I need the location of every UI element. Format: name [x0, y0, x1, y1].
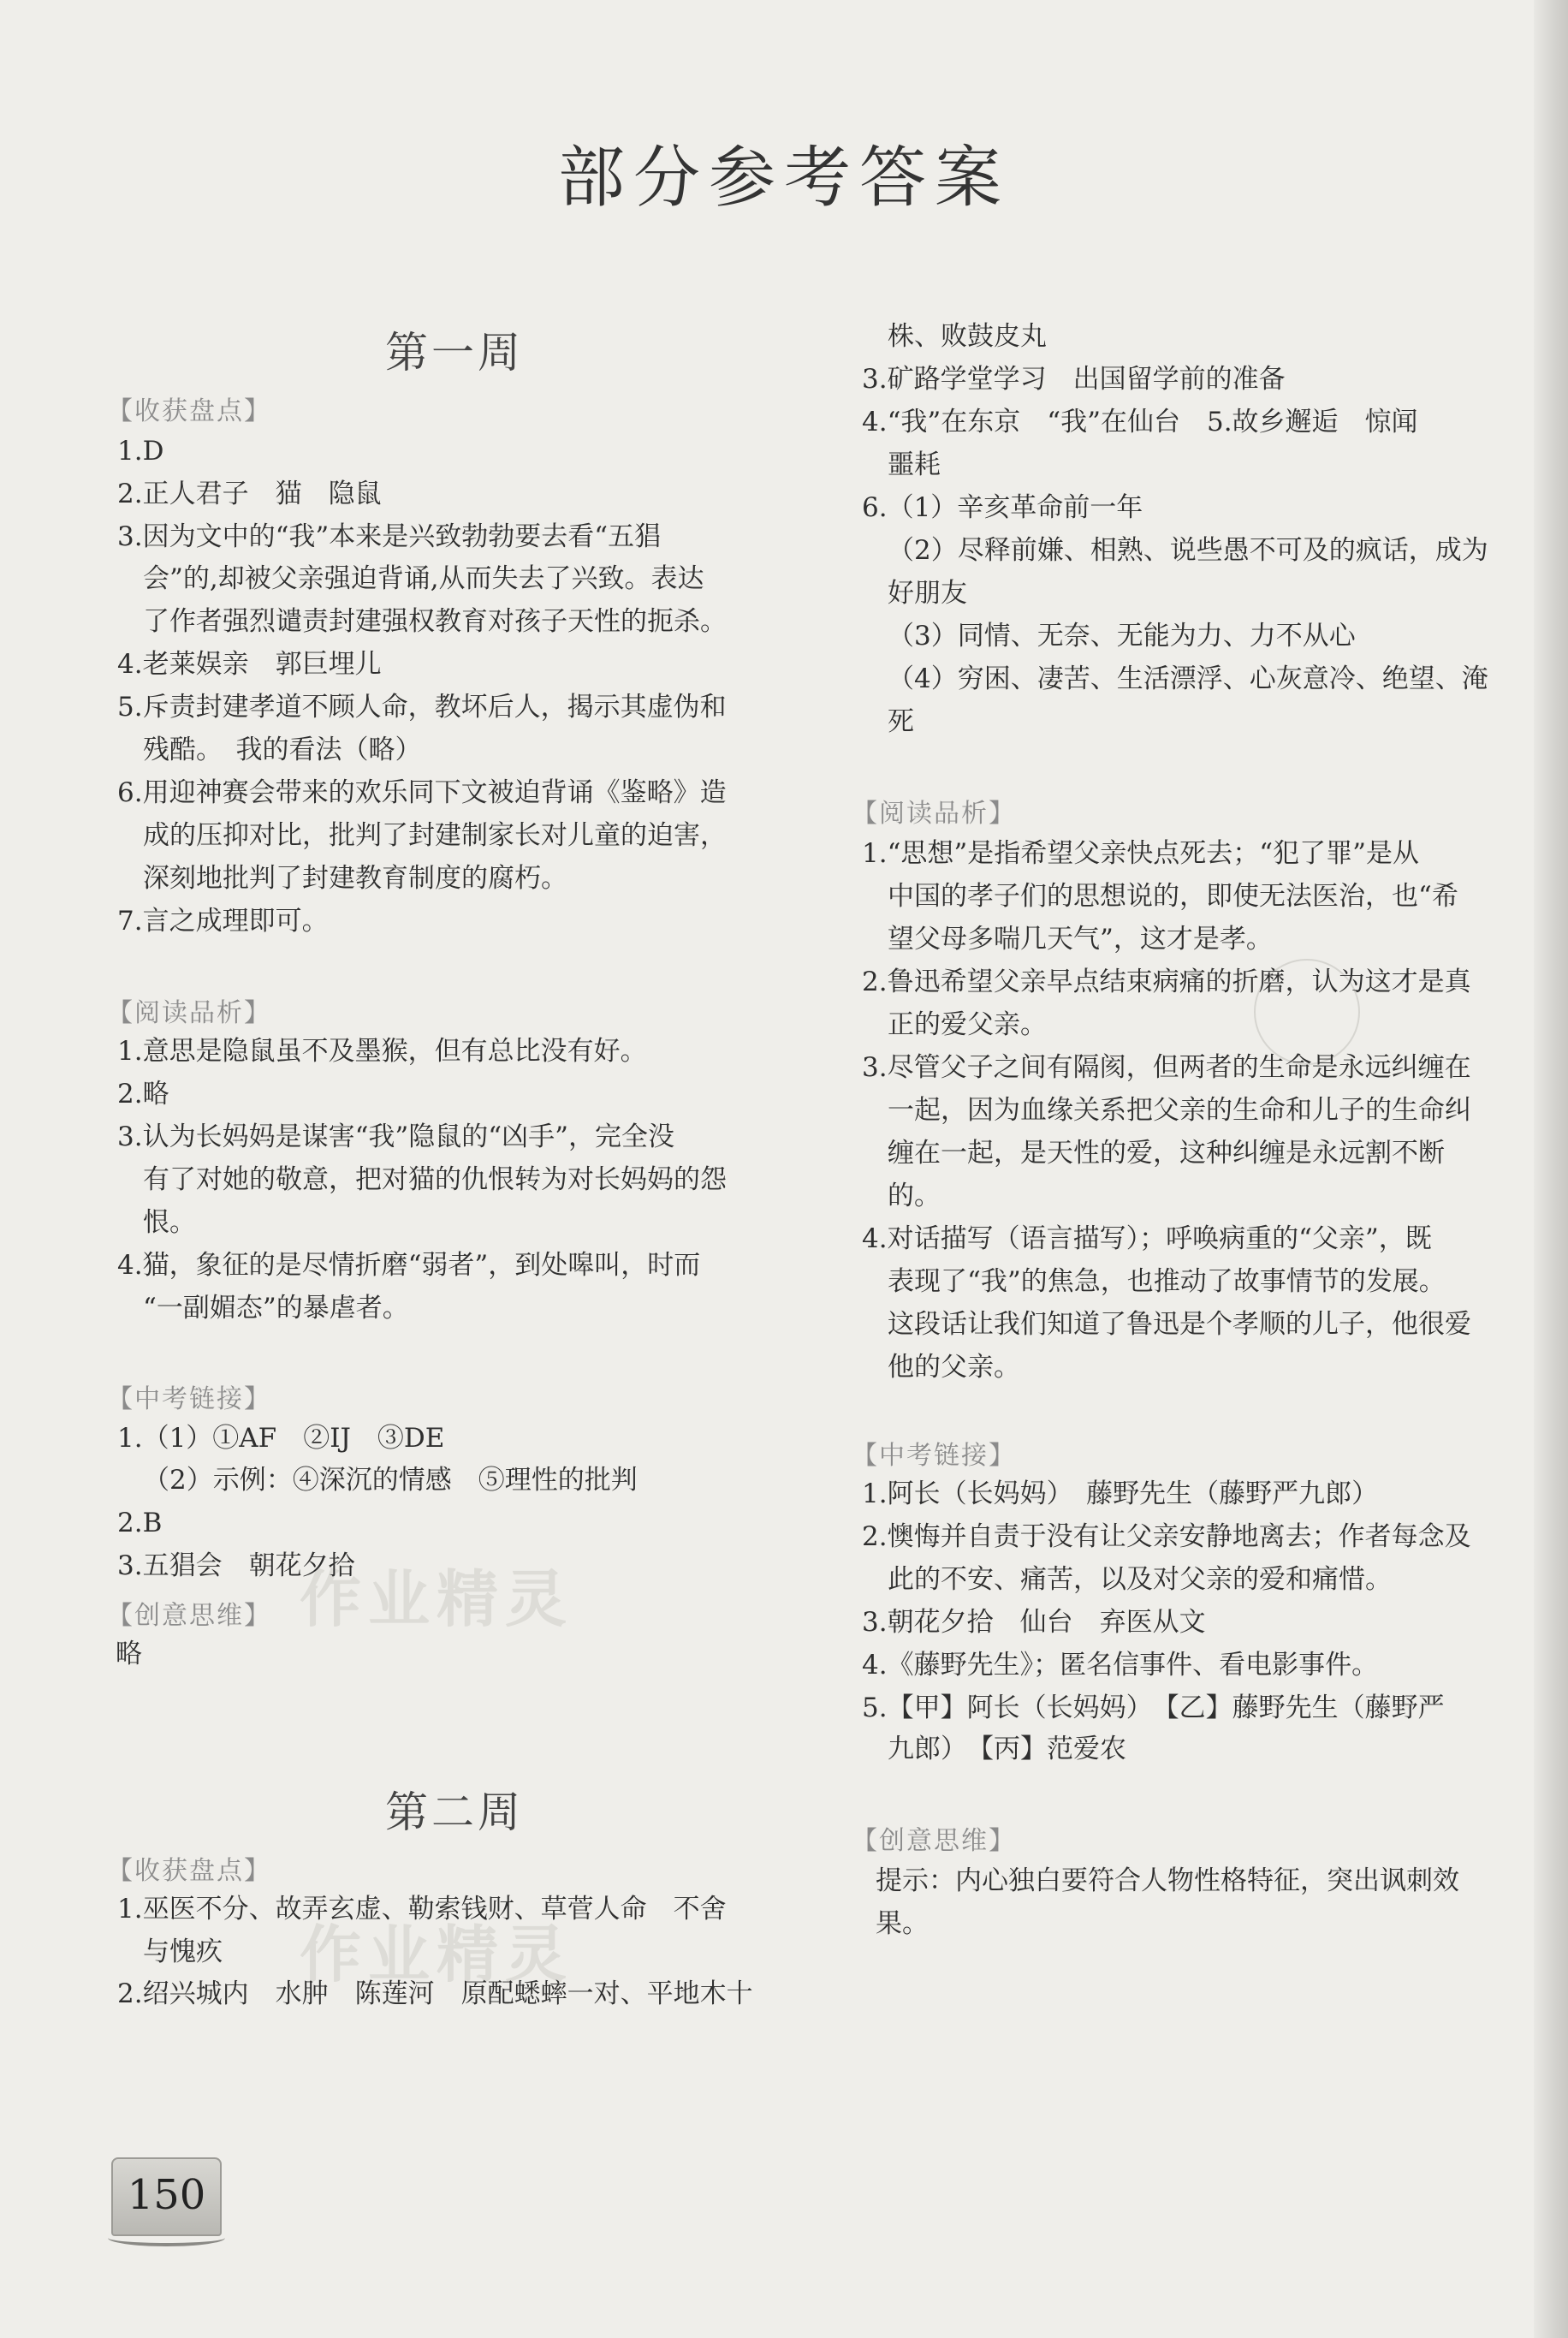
answer-line: 这段话让我们知道了鲁迅是个孝顺的儿子，他很爱 — [888, 1309, 1471, 1340]
answer-line: 噩耗 — [888, 449, 941, 480]
answer-line: 深刻地批判了封建教育制度的腐朽。 — [143, 863, 567, 894]
answer-line: 4.猫，象征的是尽情折磨“弱者”，到处嗥叫，时而 — [117, 1250, 701, 1281]
week1-title: 第一周 — [385, 328, 524, 378]
answer-line: （4）穷困、凄苦、生活漂浮、心灰意冷、绝望、淹 — [888, 663, 1488, 694]
answer-line: 表现了“我”的焦急，也推动了故事情节的发展。 — [888, 1266, 1446, 1297]
answer-line: 残酷。 我的看法（略） — [143, 735, 422, 765]
answer-line: 缠在一起，是天性的爱，这种纠缠是永远割不断 — [888, 1138, 1445, 1169]
answer-line: 1.意思是隐鼠虽不及墨猴，但有总比没有好。 — [117, 1036, 647, 1067]
answer-line: 好朋友 — [888, 578, 967, 609]
answer-line: 九郎） 【丙】范爱农 — [888, 1734, 1126, 1764]
page-edge — [1534, 0, 1568, 2338]
page-number-badge — [111, 2157, 222, 2236]
week1-exam-heading: 【中考链接】 — [107, 1384, 271, 1414]
watermark: 作业精灵 — [300, 1563, 574, 1635]
answer-line: 了作者强烈谴责封建强权教育对孩子天性的扼杀。 — [143, 606, 727, 637]
answer-line: 正的爱父亲。 — [888, 1009, 1047, 1040]
watermark: 作业精灵 — [300, 1919, 574, 1990]
week1-reading-heading: 【阅读品析】 — [107, 998, 271, 1028]
answer-line: 2.绍兴城内 水肿 陈莲河 原配蟋蟀一对、平地木十 — [117, 1978, 753, 2009]
answer-line: 3.矿路学堂学习 出国留学前的准备 — [862, 364, 1286, 395]
answer-line: 3.五猖会 朝花夕拾 — [117, 1550, 355, 1581]
answer-line: 他的父亲。 — [888, 1352, 1020, 1383]
answer-line: 1.（1）①AF ②IJ ③DE — [117, 1423, 445, 1454]
answer-line: 3.因为文中的“我”本来是兴致勃勃要去看“五猖 — [117, 521, 662, 552]
answer-line: 株、败鼓皮丸 — [888, 321, 1047, 352]
answer-line: 1.D — [117, 436, 164, 467]
answer-line: （3）同情、无奈、无能为力、力不从心 — [888, 621, 1356, 651]
answer-line: 死 — [888, 706, 914, 737]
answer-line: 5.【甲】阿长（长妈妈） 【乙】藤野先生（藤野严 — [862, 1693, 1445, 1723]
answer-line: 成的压抑对比，批判了封建制家长对儿童的迫害， — [143, 820, 727, 851]
answer-line: 6.用迎神赛会带来的欢乐同下文被迫背诵《鉴略》造 — [117, 777, 727, 808]
answer-line: 4.对话描写（语言描写）；呼唤病重的“父亲”，既 — [862, 1223, 1432, 1254]
page-title: 部分参考答案 — [557, 140, 1010, 217]
answer-line: 1.巫医不分、故弄玄虚、勒索钱财、草菅人命 不舍 — [117, 1894, 727, 1925]
week1-creative-heading: 【创意思维】 — [107, 1601, 271, 1631]
answer-line: 4.老莱娱亲 郭巨埋儿 — [117, 649, 382, 680]
answer-line: 3.尽管父子之间有隔阂，但两者的生命是永远纠缠在 — [862, 1052, 1471, 1083]
answer-line: 1.阿长（长妈妈） 藤野先生（藤野严九郎） — [862, 1478, 1379, 1509]
answer-line: 中国的孝子们的思想说的，即使无法医治，也“希 — [888, 881, 1458, 912]
answer-line: 4.“我”在东京 “我”在仙台 5.故乡邂逅 惊闻 — [862, 407, 1418, 437]
answer-line: 1.“思想”是指希望父亲快点死去；“犯了罪”是从 — [862, 838, 1419, 869]
answer-line: 5.斥责封建孝道不顾人命，教坏后人，揭示其虚伪和 — [117, 692, 727, 723]
week2-reading-heading: 【阅读品析】 — [852, 799, 1016, 829]
answer-line: 提示：内心独白要符合人物性格特征，突出讽刺效 — [876, 1865, 1459, 1896]
answer-line: “一副媚态”的暴虐者。 — [143, 1293, 409, 1324]
answer-line: 4.《藤野先生》；匿名信事件、看电影事件。 — [862, 1650, 1379, 1681]
week1-harvest-heading: 【收获盘点】 — [107, 396, 271, 426]
answer-line: 与愧疚 — [143, 1936, 223, 1967]
answer-line: 6.（1）辛亥革命前一年 — [862, 492, 1143, 523]
answer-line: 2.鲁迅希望父亲早点结束病痛的折磨，认为这才是真 — [862, 967, 1471, 997]
week2-creative-heading: 【创意思维】 — [852, 1826, 1016, 1856]
answer-line: 恨。 — [143, 1207, 196, 1238]
answer-line: 一起，因为血缘关系把父亲的生命和儿子的生命纠 — [888, 1095, 1471, 1126]
answer-line: 2.懊悔并自责于没有让父亲安静地离去；作者每念及 — [862, 1521, 1471, 1552]
answer-line: 此的不安、痛苦，以及对父亲的爱和痛惜。 — [888, 1564, 1392, 1595]
week2-harvest-heading: 【收获盘点】 — [107, 1856, 271, 1886]
answer-line: （2）示例：④深沉的情感 ⑤理性的批判 — [143, 1465, 638, 1496]
answer-line: 略 — [116, 1639, 142, 1669]
answer-line: 3.认为长妈妈是谋害“我”隐鼠的“凶手”，完全没 — [117, 1121, 674, 1152]
answer-line: 有了对她的敬意，把对猫的仇恨转为对长妈妈的怨 — [143, 1164, 727, 1195]
week2-exam-heading: 【中考链接】 — [852, 1441, 1016, 1471]
answer-line: 2.B — [117, 1508, 163, 1538]
open-book-icon — [108, 2229, 225, 2246]
answer-line: 果。 — [876, 1908, 929, 1939]
answer-line: 会”的,却被父亲强迫背诵,从而失去了兴致。表达 — [143, 563, 704, 594]
answer-line: （2）尽释前嫌、相熟、说些愚不可及的疯话，成为 — [888, 535, 1488, 566]
answer-line: 望父母多喘几天气”，这才是孝。 — [888, 924, 1273, 955]
answer-line: 2.正人君子 猫 隐鼠 — [117, 479, 382, 509]
answer-line: 的。 — [888, 1181, 941, 1211]
answer-line: 7.言之成理即可。 — [117, 906, 329, 937]
answer-line: 3.朝花夕拾 仙台 弃医从文 — [862, 1607, 1206, 1638]
week2-title: 第二周 — [385, 1788, 524, 1837]
answer-line: 2.略 — [117, 1079, 169, 1110]
page-number: 150 — [127, 2171, 206, 2219]
